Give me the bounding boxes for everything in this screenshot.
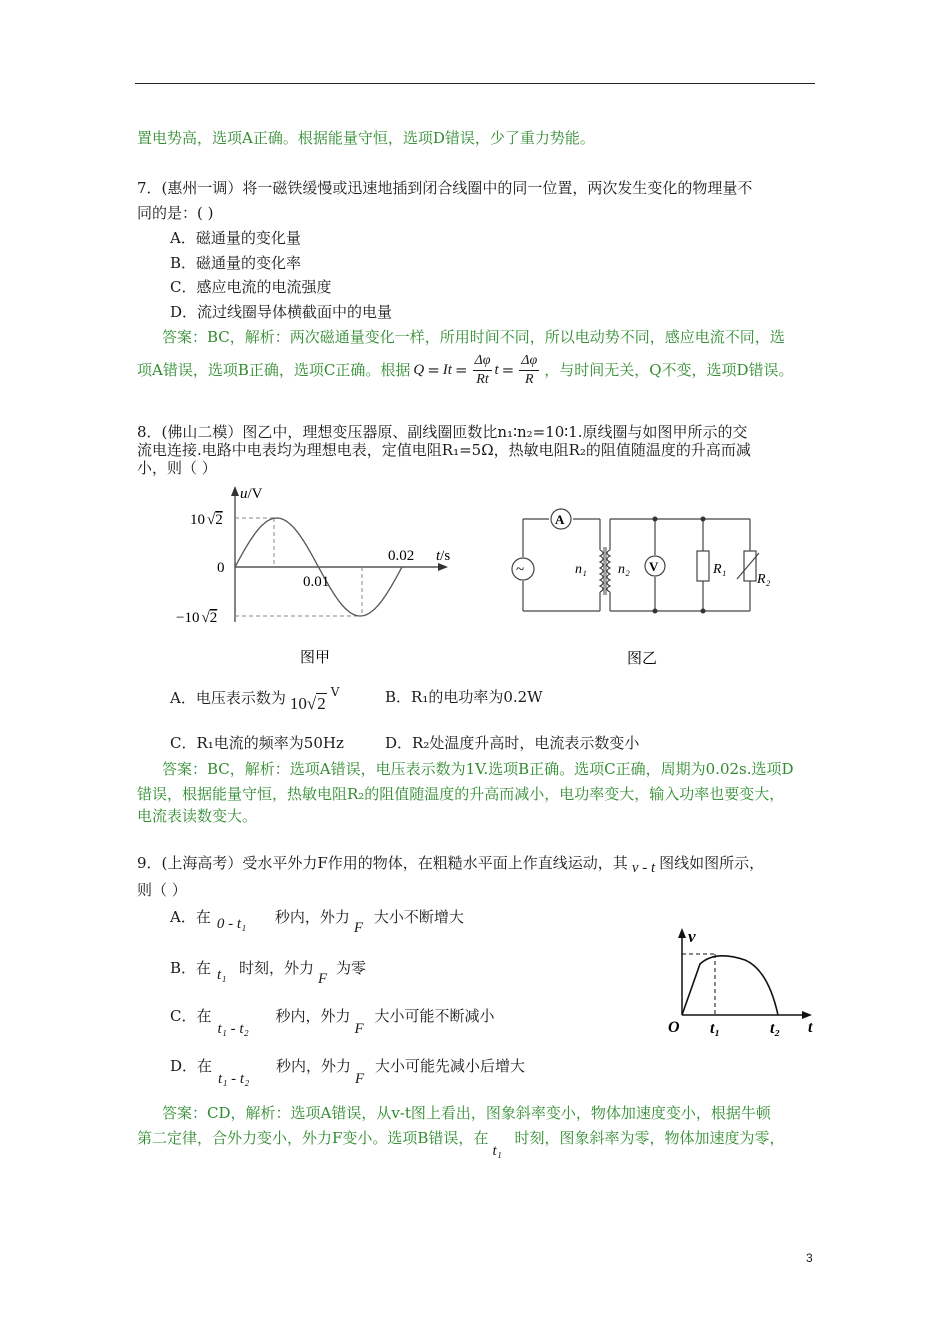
secondary-coil <box>607 550 610 592</box>
fig-a-x2-label: 0.02 <box>388 548 415 564</box>
formula-q: Q <box>413 362 425 378</box>
primary-coil <box>600 550 603 592</box>
figure-vt-graph <box>660 920 820 1040</box>
fig-a-x-arrow <box>438 563 448 571</box>
fig-b-caption: 图乙 <box>627 651 658 667</box>
q9-stem-post: 图线如图所示， <box>659 854 765 872</box>
fig-a-ymax-label: 10 √2 <box>190 512 223 528</box>
formula-eq3: = <box>501 361 515 379</box>
vt-v-label: v <box>688 927 696 946</box>
q9-stem-line1 <box>137 853 764 874</box>
q9-opt-d-math: t₁ - t₂ <box>218 1071 250 1087</box>
q9-opt-b-mid: 时刻，外力 <box>239 959 315 977</box>
q8-option-c: C．R₁电流的频率为50Hz <box>170 734 344 752</box>
frac2-num: Δφ <box>519 352 539 371</box>
q8-option-a-math: 10√2 <box>289 694 326 713</box>
r2-label: R₂ <box>757 572 771 587</box>
junction-dot <box>653 609 658 614</box>
formula-eq1: = <box>427 361 440 379</box>
q8-option-a-unit: V <box>330 685 340 699</box>
q9-opt-d-post: 大小可能先减小后增大 <box>375 1057 526 1075</box>
q9-option-a <box>170 907 464 936</box>
q7-option-d: D．流过线圈导体横截面中的电量 <box>170 303 393 321</box>
q9-answer-line2 <box>137 1128 785 1159</box>
frac2-den: R <box>524 371 534 387</box>
q8-option-b: B．R₁的电功率为0.2W <box>385 688 543 706</box>
q9-stem-line2: 则（ ） <box>137 881 187 899</box>
page-number: 3 <box>806 1251 813 1265</box>
q9-opt-d-f: F <box>355 1071 365 1087</box>
n1-label: n₁ <box>575 562 587 577</box>
vt-t2-label: t₂ <box>770 1020 781 1037</box>
q9-opt-a-f: F <box>353 920 364 936</box>
q9-opt-c-post: 大小可能不断减小 <box>374 1007 495 1025</box>
q7-stem-line2: 同的是：( ) <box>137 204 214 222</box>
vt-curve <box>682 956 778 1015</box>
vt-y-arrow <box>678 928 686 938</box>
q9-opt-b-f: F <box>318 971 328 987</box>
formula-frac1 <box>473 352 493 389</box>
figure-b-circuit <box>505 505 785 675</box>
vt-t-label: t <box>808 1019 813 1036</box>
voltmeter-label: V <box>649 559 659 574</box>
q8-option-d: D．R₂处温度升高时，电流表示数变小 <box>385 734 640 752</box>
q8-stem-line2: 流电连接.电路中电表均为理想电表，定值电阻R₁=5Ω，热敏电阻R₂的阻值随温度的升高而减 <box>137 441 751 459</box>
junction-dot <box>701 517 706 522</box>
resistor-r1-symbol <box>697 551 709 581</box>
q8-option-a-root: 2 <box>317 694 326 713</box>
continued-answer-line: 置电势高，选项A正确。根据能量守恒，选项D错误，少了重力势能。 <box>137 129 595 147</box>
q7-option-a: A．磁通量的变化量 <box>170 229 301 247</box>
q9-opt-c-mid: 秒内，外力 <box>275 1007 351 1025</box>
q9-option-b <box>170 958 367 987</box>
q9-opt-c-f: F <box>354 1021 364 1037</box>
q8-answer-line1: 答案：BC，解析：选项A错误，电压表示数为1V.选项B正确。选项C正确，周期为0.02s.选项D <box>162 760 794 778</box>
formula-it: It <box>442 362 452 378</box>
ammeter-label: A <box>555 512 565 527</box>
q9-answer-t1: t₁ <box>492 1143 502 1159</box>
n2-label: n₂ <box>618 562 630 577</box>
q9-opt-c-pre: C．在 <box>170 1007 212 1025</box>
q9-option-c <box>170 1006 495 1037</box>
frac1-den: Rt <box>476 371 489 387</box>
q7-stem-line1: 7．(惠州一调）将一磁铁缓慢或迅速地插到闭合线圈中的同一位置，两次发生变化的物理量不 <box>137 179 753 197</box>
resistor-r2-symbol <box>744 551 756 581</box>
q9-answer-line1: 答案：CD，解析：选项A错误，从v-t图上看出，图象斜率变小，物体加速度变小，根据牛顿 <box>162 1104 771 1122</box>
q8-answer-line2: 错误，根据能量守恒，热敏电阻R₂的阻值随温度的升高而减小，电功率变大，输入功率也要变大， <box>137 785 785 803</box>
q9-option-d <box>170 1056 526 1087</box>
q8-answer-line3: 电流表读数变大。 <box>137 807 258 825</box>
fig-a-ylabel: u/V <box>240 486 263 502</box>
q9-opt-b-pre: B．在 <box>170 959 212 977</box>
q9-stem-pre: 9．(上海高考）受水平外力F作用的物体，在粗糙水平面上作直线运动，其 <box>137 854 628 872</box>
r1-label: R₁ <box>713 562 727 577</box>
q9-opt-a-post: 大小不断增大 <box>373 908 464 926</box>
q7-answer-line1: 答案：BC，解析：两次磁通量变化一样，所用时间不同，所以电动势不同，感应电流不同，选 <box>162 328 785 346</box>
formula-eq2: = <box>454 361 468 379</box>
q9-opt-d-mid: 秒内，外力 <box>276 1057 352 1075</box>
header-rule <box>135 83 815 84</box>
q9-opt-d-pre: D．在 <box>170 1057 213 1075</box>
q7-option-b: B．磁通量的变化率 <box>170 254 302 272</box>
q8-stem-line3: 小，则（ ） <box>137 459 217 477</box>
fig-a-xlabel: t/s <box>436 548 451 564</box>
q8-option-a-text: A．电压表示数为 <box>170 689 286 707</box>
ac-source-label: ~ <box>516 562 525 578</box>
q9-opt-a-mid: 秒内，外力 <box>274 908 350 926</box>
q7-answer-line2 <box>137 350 794 390</box>
q9-answer-pre: 第二定律，合外力变小，外力F变小。选项B错误，在 <box>137 1129 489 1147</box>
q9-opt-c-math: t₁ - t₂ <box>217 1021 249 1037</box>
fig-a-ymin-label: −10 √2 <box>176 610 218 626</box>
junction-dot <box>653 517 658 522</box>
fig-a-y-arrow <box>231 486 239 496</box>
q9-answer-post: 时刻，图象斜率为零，物体加速度为零， <box>514 1129 785 1147</box>
q9-opt-b-math: t₁ <box>217 967 227 983</box>
q9-opt-a-math: 0 - t₁ <box>216 916 247 932</box>
formula-frac2 <box>519 352 539 389</box>
q9-stem-vt: v - t <box>631 860 656 876</box>
q8-option-a <box>170 683 339 713</box>
vt-t1-label: t₁ <box>710 1020 721 1037</box>
frac1-num: Δφ <box>473 352 493 371</box>
fig-a-x1-label: 0.01 <box>303 574 330 590</box>
q7-answer-line2-pre: 项A错误，选项B正确，选项C正确。根据 <box>137 361 411 379</box>
q8-option-a-num: 10 <box>289 694 307 713</box>
q7-answer-line2-post: ，与时间无关，Q不变，选项D错误。 <box>544 361 794 379</box>
vt-origin-label: O <box>668 1019 680 1036</box>
fig-a-caption: 图甲 <box>300 650 331 666</box>
junction-dot <box>701 609 706 614</box>
q9-opt-a-pre: A．在 <box>170 908 211 926</box>
q8-stem-line1: 8．(佛山二模）图乙中，理想变压器原、副线圈匝数比n₁∶n₂=10∶1.原线圈与如图甲所示的交 <box>137 423 748 441</box>
vt-x-arrow <box>802 1011 812 1019</box>
figure-a-sine-graph <box>170 480 460 670</box>
q7-formula <box>413 352 541 389</box>
q9-opt-b-post: 为零 <box>336 959 367 977</box>
formula-t: t <box>494 362 499 378</box>
fig-a-zero-label: 0 <box>217 560 225 576</box>
q7-option-c: C．感应电流的电流强度 <box>170 278 332 296</box>
